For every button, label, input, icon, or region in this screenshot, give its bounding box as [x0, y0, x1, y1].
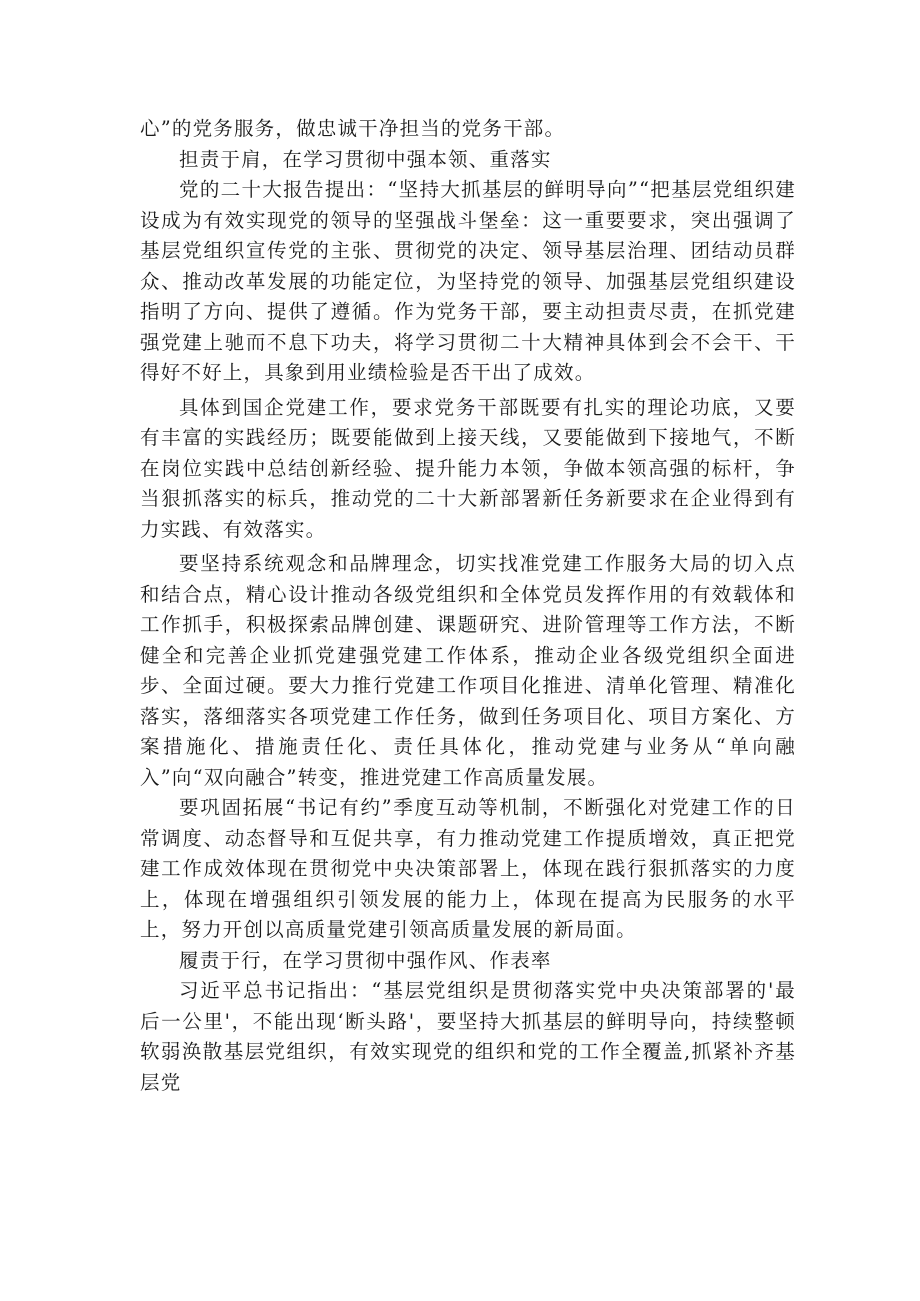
- document-body: [140, 114, 796, 1098]
- paragraph-secretary-appointment: 要巩固拓展“书记有约”季度互动等机制，不断强化对党建工作的日常调度、动态督导和互促共享，有力推动党建工作提质增效，真正把党建工作成效体现在贯彻党中央决策部署上，体现在践行狠抓落实的力度上，体现在增强组织引领发展的能力上，体现在提高为民服务的水平上，努力开创以高质量党建引领高质量发展的新局面。: [140, 796, 796, 941]
- paragraph-xi-quote: 习近平总书记指出：“基层党组织是贯彻落实党中央决策部署的'最后一公里'，不能出现‘断头路'，要坚持大抓基层的鲜明导向，持续整顿软弱涣散基层党组织，有效实现党的组织和党的工作全覆盖,抓紧补齐基层党: [140, 979, 796, 1094]
- section-heading-style: 履责于行，在学习贯彻中强作风、作表率: [179, 948, 552, 972]
- section-heading-responsibility: 担责于肩，在学习贯彻中强本领、重落实: [179, 147, 552, 171]
- paragraph-system-concept: 要坚持系统观念和品牌理念，切实找准党建工作服务大局的切入点和结合点，精心设计推动各级党组织和全体党员发挥作用的有效载体和工作抓手，积极探索品牌创建、课题研究、进阶管理等工作方法，不断健全和完善企业抓党建强党建工作体系，推动企业各级党组织全面进步、全面过硬。要大力推行党建工作项目化推进、清单化管理、精准化落实，落细落实各项党建工作任务，做到任务项目化、项目方案化、方案措施化、措施责任化、责任具体化，推动党建与业务从“单向融入”向“双向融合”转变，推进党建工作高质量发展。: [140, 552, 796, 789]
- paragraph-report-quote: 党的二十大报告提出：“坚持大抓基层的鲜明导向”“把基层党组织建设成为有效实现党的领导的坚强战斗堡垒：这一重要要求，突出强调了基层党组织宣传党的主张、贯彻党的决定、领导基层治理、团结动员群众、推动改革发展的功能定位，为坚持党的领导、加强基层党组织建设指明了方向、提供了遵循。作为党务干部，要主动担责尽责，在抓党建强党建上驰而不息下功夫，将学习贯彻二十大精神具体到会不会干、干得好不好上，具象到用业绩检验是否干出了成效。: [140, 178, 796, 384]
- paragraph-soe-party-building: 具体到国企党建工作，要求党务干部既要有扎实的理论功底，又要有丰富的实践经历；既要能做到上接天线，又要能做到下接地气，不断在岗位实践中总结创新经验、提升能力本领，争做本领高强的标杆，争当狠抓落实的标兵，推动党的二十大新部署新任务新要求在企业得到有力实践、有效落实。: [140, 395, 796, 541]
- paragraph-continuation: 心”的党务服务，做忠诚干净担当的党务干部。: [140, 117, 566, 140]
